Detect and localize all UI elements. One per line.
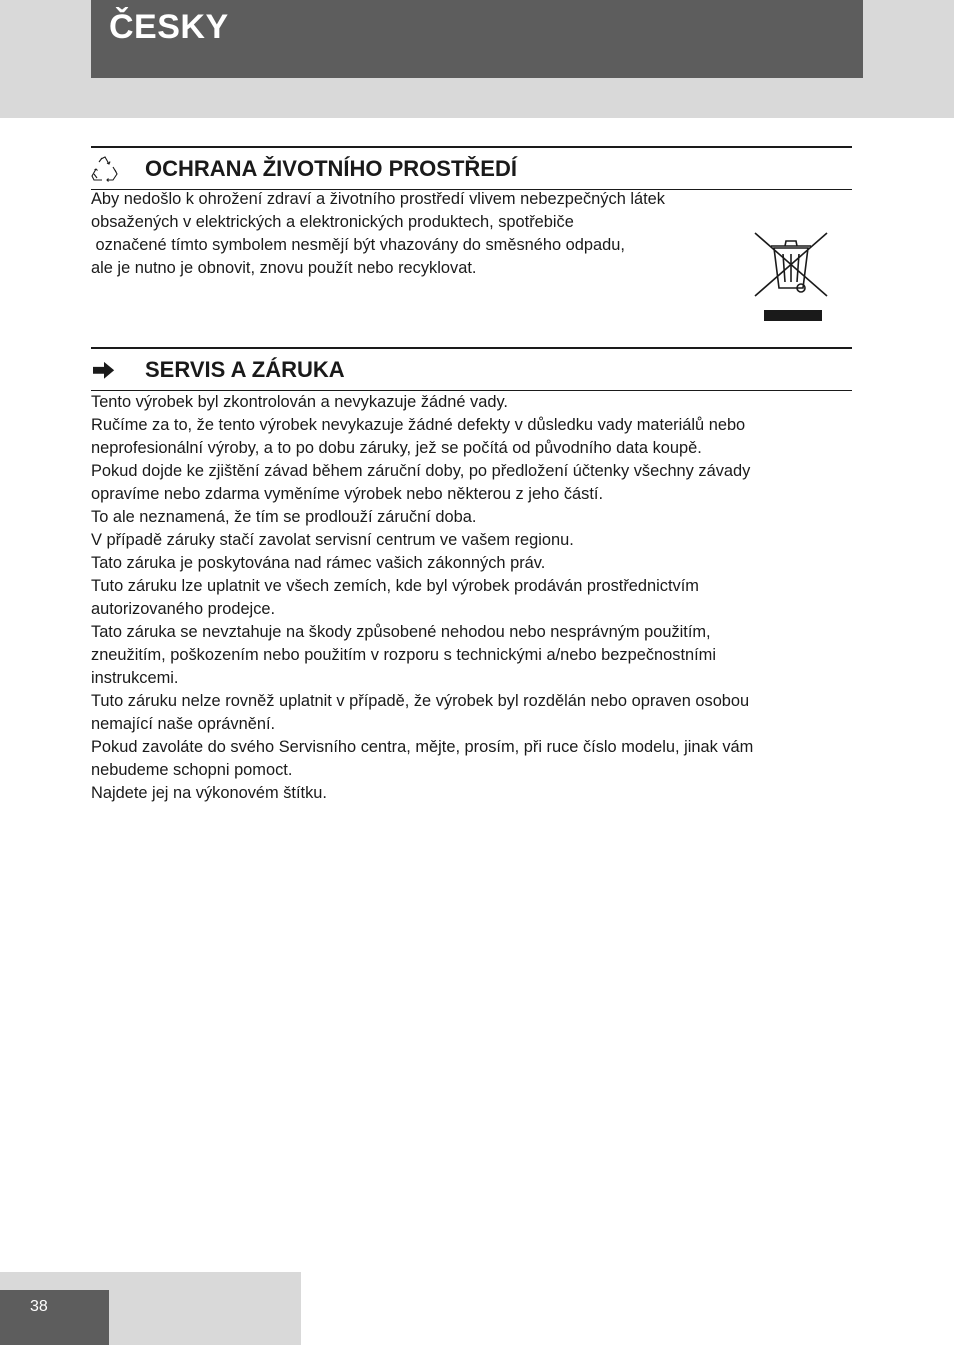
text-line: opravíme nebo zdarma vyměníme výrobek nebo některou z jeho částí. xyxy=(91,485,604,503)
recycle-icon xyxy=(91,156,119,182)
page-number-box xyxy=(0,1290,109,1345)
text-line: Pokud zavoláte do svého Servisního centra, mějte, prosím, při ruce číslo modelu, jinak vám xyxy=(91,738,754,756)
text-line: označené tímto symbolem nesmějí být vhazovány do směsného odpadu, xyxy=(91,236,625,254)
service-warranty-paragraph xyxy=(91,391,753,805)
text-line: instrukcemi. xyxy=(91,669,179,687)
text-line: Tento výrobek byl zkontrolován a nevykazuje žádné vady. xyxy=(91,393,508,411)
text-line: zneužitím, poškozením nebo použitím v rozporu s technickými a/nebo bezpečnostními xyxy=(91,646,716,664)
section-header-service-warranty xyxy=(91,347,852,391)
text-line: nebudeme schopni pomoct. xyxy=(91,761,293,779)
section-title-environment: OCHRANA ŽIVOTNÍHO PROSTŘEDÍ xyxy=(145,156,517,181)
page-number: 38 xyxy=(30,1298,48,1315)
text-line: V případě záruky stačí zavolat servisní centrum ve vašem regionu. xyxy=(91,531,574,549)
text-line: Tuto záruku nelze rovněž uplatnit v případě, že výrobek byl rozdělán nebo opraven osobou xyxy=(91,692,750,710)
text-line: Aby nedošlo k ohrožení zdraví a životního prostředí vlivem nebezpečných látek xyxy=(91,190,665,208)
environment-paragraph xyxy=(91,188,665,280)
language-header-bar xyxy=(91,0,863,78)
text-line: Pokud dojde ke zjištění závad během záruční doby, po předložení účtenky všechny závady xyxy=(91,462,751,480)
text-line: Tuto záruku lze uplatnit ve všech zemích, kde byl výrobek prodáván prostřednictvím xyxy=(91,577,699,595)
text-line: obsažených v elektrických a elektronických produktech, spotřebiče xyxy=(91,213,574,231)
section-header-environment xyxy=(91,146,852,190)
section-title-service-warranty: SERVIS A ZÁRUKA xyxy=(145,357,345,382)
text-line: ale je nutno je obnovit, znovu použít nebo recyklovat. xyxy=(91,259,477,277)
weee-crossed-bin-icon xyxy=(752,230,830,322)
text-line: nemající naše oprávnění. xyxy=(91,715,276,733)
arrow-right-icon xyxy=(91,361,117,383)
text-line: Tato záruka se nevztahuje na škody způsobené nehodou nebo nesprávným použitím, xyxy=(91,623,711,641)
text-line: neprofesionální výroby, a to po dobu záruky, jež se počítá od původního data koupě. xyxy=(91,439,702,457)
text-line: Ručíme za to, že tento výrobek nevykazuje žádné defekty v důsledku vady materiálů nebo xyxy=(91,416,746,434)
text-line: Tato záruka je poskytována nad rámec vašich zákonných práv. xyxy=(91,554,546,572)
text-line: autorizovaného prodejce. xyxy=(91,600,276,618)
language-title: ČESKY xyxy=(109,8,229,46)
text-line: Najdete jej na výkonovém štítku. xyxy=(91,784,327,802)
text-line: To ale neznamená, že tím se prodlouží záruční doba. xyxy=(91,508,477,526)
